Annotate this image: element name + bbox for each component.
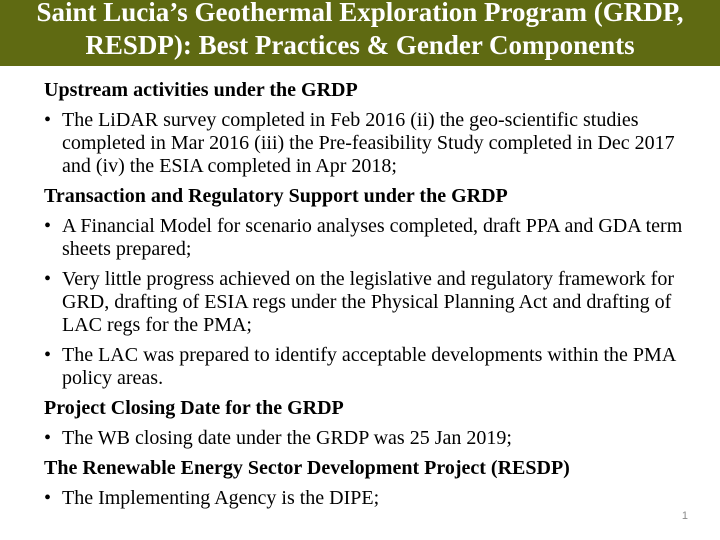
bullet-item: • The WB closing date under the GRDP was 25 Jan 2019;	[44, 427, 684, 450]
slide-title	[0, 0, 720, 62]
bullet-item: • The LAC was prepared to identify acceptable developments within the PMA policy areas.	[44, 344, 684, 390]
bullet-item: • The LiDAR survey completed in Feb 2016 (ii) the geo-scientific studies completed in Mar 2016 (iii) the Pre-feasibility Study completed in Dec 2017 and (iv) the ESIA completed in Apr 2018;	[44, 109, 684, 178]
slide-title-line-1: Saint Lucia’s Geothermal Exploration Program (GRDP,	[36, 0, 684, 27]
section-heading-resdp: The Renewable Energy Sector Development Project (RESDP)	[44, 457, 570, 479]
bullet-item: • The Implementing Agency is the DIPE;	[44, 487, 684, 510]
section-heading-upstream: Upstream activities under the GRDP	[44, 79, 358, 101]
title-bar	[0, 0, 720, 66]
page-number: 1	[681, 510, 688, 522]
section-heading-transaction: Transaction and Regulatory Support under the GRDP	[44, 185, 508, 207]
bullet-item: • A Financial Model for scenario analyses completed, draft PPA and GDA term sheets prepared;	[44, 215, 684, 261]
slide-body	[44, 79, 684, 517]
section-heading-closing-date: Project Closing Date for the GRDP	[44, 397, 344, 419]
slide-title-line-2: RESDP): Best Practices & Gender Components	[85, 30, 635, 60]
bullet-item: • Very little progress achieved on the legislative and regulatory framework for GRD, drafting of ESIA regs under the Physical Planning Act and drafting of LAC regs for the PMA;	[44, 268, 684, 337]
